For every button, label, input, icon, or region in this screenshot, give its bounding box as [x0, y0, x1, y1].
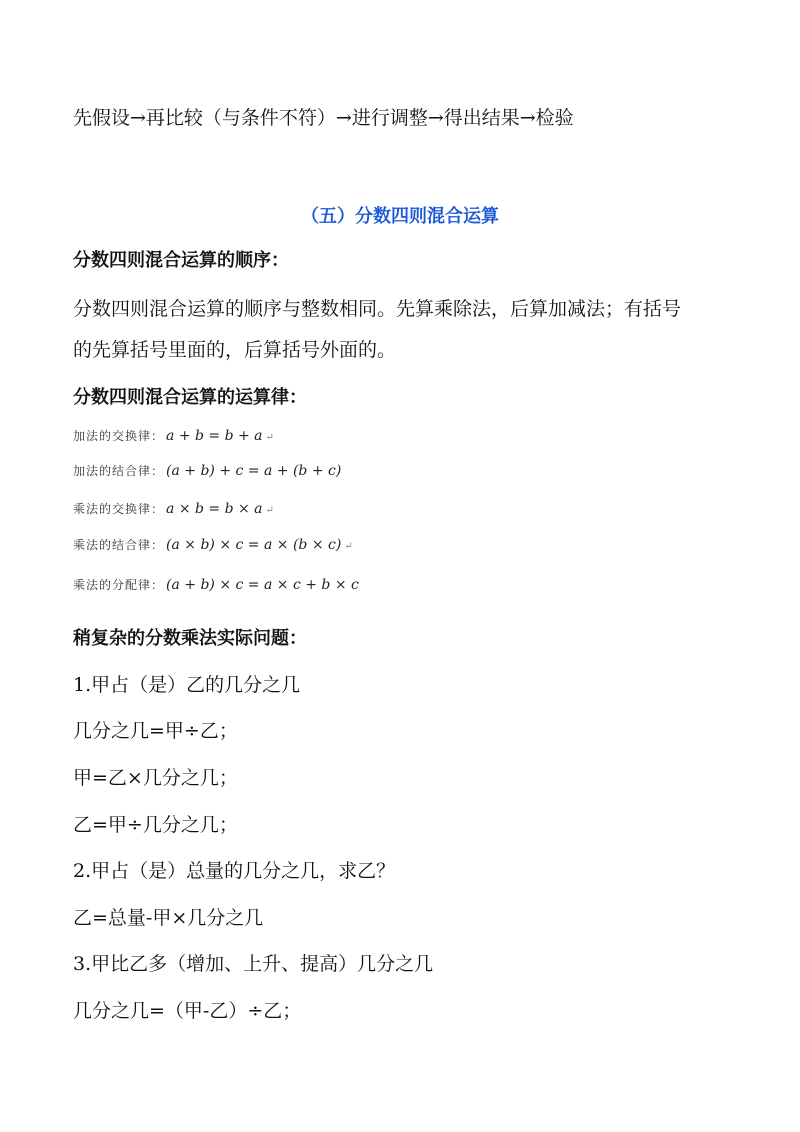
paragraph-mark-icon: ↵	[344, 541, 353, 552]
paragraph-mark-icon: ↵	[265, 505, 274, 516]
problem-line: 几分之几=甲÷乙；	[73, 720, 238, 742]
law-formula: a + b = b + a	[166, 428, 263, 444]
law-formula: a × b = b × a	[166, 501, 263, 517]
law-name: 加法的结合律：	[73, 464, 165, 478]
law-formula: (a + b) × c = a × c + b × c	[166, 577, 359, 593]
law-name: 乘法的分配律：	[73, 578, 165, 592]
problem-line: 甲=乙×几分之几；	[73, 767, 238, 789]
order-heading: 分数四则混合运算的顺序：	[73, 250, 289, 271]
law-multiplication-associative	[73, 535, 353, 557]
problem-line: 1.甲占（是）乙的几分之几	[73, 674, 301, 696]
problem-line: 乙=总量-甲×几分之几	[73, 907, 264, 929]
problems-heading: 稍复杂的分数乘法实际问题：	[73, 628, 307, 649]
order-paragraph-line-1: 分数四则混合运算的顺序与整数相同。先算乘除法，后算加减法；有括号	[73, 298, 682, 320]
problem-line: 几分之几=（甲-乙）÷乙；	[73, 1000, 302, 1022]
intro-flow-text: 先假设→再比较（与条件不符）→进行调整→得出结果→检验	[73, 107, 574, 129]
law-addition-associative	[73, 461, 344, 483]
law-multiplication-distributive	[73, 575, 362, 597]
law-formula: (a + b) + c = a + (b + c)	[166, 463, 342, 479]
paragraph-mark-icon: ↵	[265, 432, 274, 443]
problem-line: 乙=甲÷几分之几；	[73, 814, 238, 836]
problem-line: 2.甲占（是）总量的几分之几，求乙？	[73, 860, 396, 882]
law-name: 乘法的交换律：	[73, 502, 165, 516]
order-paragraph-line-2: 的先算括号里面的，后算括号外面的。	[73, 339, 397, 361]
law-name: 加法的交换律：	[73, 429, 165, 443]
problem-line: 3.甲比乙多（增加、上升、提高）几分之几	[73, 953, 434, 975]
section-title: （五）分数四则混合运算	[301, 206, 499, 227]
law-multiplication-commutative	[73, 499, 274, 521]
laws-heading: 分数四则混合运算的运算律：	[73, 387, 307, 408]
law-addition-commutative	[73, 426, 274, 448]
law-formula: (a × b) × c = a × (b × c)	[166, 537, 342, 553]
law-name: 乘法的结合律：	[73, 538, 165, 552]
